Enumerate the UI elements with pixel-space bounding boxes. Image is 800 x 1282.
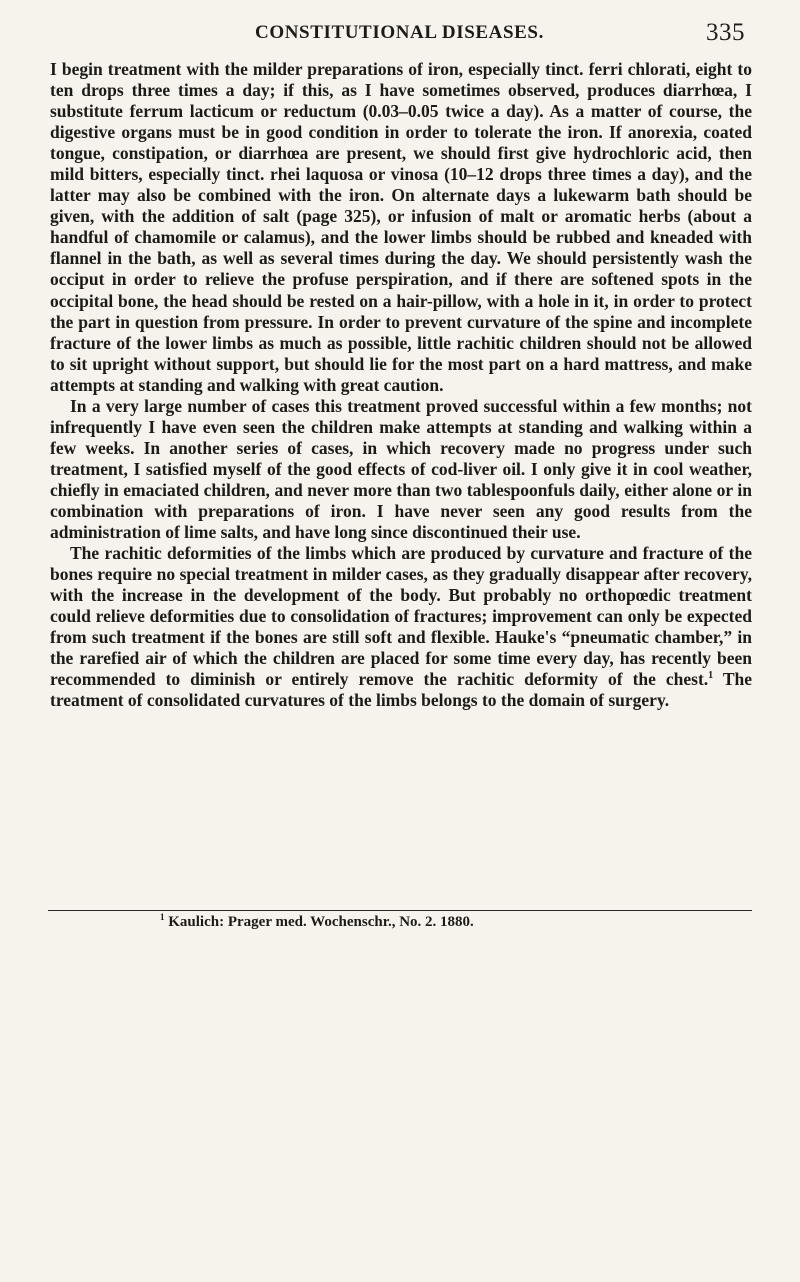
- paragraph-rachitic-deformities: [50, 543, 752, 711]
- paragraph-iron-treatment: I begin treatment with the milder preparations of iron, especially tinct. ferri chlorati, eight to ten drops three times a day; if this, as I have sometimes observed, produces diarrhœa, I substitute ferrum lacticum or reductum (0.03–0.05 twice a day). As a matter of course, the digestive organs must be in good condition in order to tolerate the iron. If anorexia, coated tongue, constipation, or diarrhœa are present, we should first give hydrochloric acid, then mild bitters, especially tinct. rhei laquosa or vinosa (10–12 drops three times a day), and the latter may also be combined with the iron. On alternate days a lukewarm bath should be given, with the addition of salt (page 325), or infusion of malt or aromatic herbs (about a handful of chamomile or calamus), and the lower limbs should be rubbed and kneaded with flannel in the bath, as well as several times during the day. We should persistently wash the occiput in order to relieve the profuse perspiration, and if there are softened spots in the occipital bone, the head should be rested on a hair-pillow, with a hole in it, in order to protect the part in question from pressure. In order to prevent curvature of the spine and incomplete fracture of the lower limbs as much as possible, little rachitic children should not be allowed to sit upright without support, but should lie for the most part on a hard mattress, and make attempts at standing and walking with great caution.: [50, 59, 752, 395]
- footnote: [160, 914, 474, 931]
- page-number: 335: [706, 19, 745, 46]
- footnote-text: Kaulich: Prager med. Wochenschr., No. 2. 1880.: [164, 914, 474, 930]
- footnote-mark: 1: [160, 912, 165, 922]
- body-text: [50, 59, 752, 711]
- paragraph-deformities-closing: The treatment of consolidated curvatures of the limbs belongs to the domain of surgery.: [50, 669, 752, 711]
- footnote-reference-mark: 1: [708, 670, 714, 682]
- footnote-divider: [48, 910, 752, 911]
- running-title: CONSTITUTIONAL DISEASES.: [255, 22, 544, 43]
- running-head: [0, 19, 800, 52]
- paragraph-treatment-results: In a very large number of cases this treatment proved successful within a few months; not infrequently I have even seen the children make attempts at standing and walking within a few weeks. In another series of cases, in which recovery made no progress under such treatment, I satisfied myself of the good effects of cod-liver oil. I only give it in cool weather, chiefly in emaciated children, and never more than two tablespoonfuls daily, either alone or in combination with preparations of iron. I have never seen any good results from the administration of lime salts, and have long since discontinued their use.: [50, 395, 752, 543]
- paragraph-deformities-text: The rachitic deformities of the limbs which are produced by curvature and fracture of the bones require no special treatment in milder cases, as they gradually disappear after recovery, with the increase in the development of the body. But probably no orthopœdic treatment could relieve deformities due to consolidation of fractures; improvement can only be expected from such treatment if the bones are still soft and flexible. Hauke's “pneumatic chamber,” in the rarefied air of which the children are placed for some time every day, has recently been recommended to diminish or entirely remove the rachitic deformity of the chest.: [50, 543, 752, 690]
